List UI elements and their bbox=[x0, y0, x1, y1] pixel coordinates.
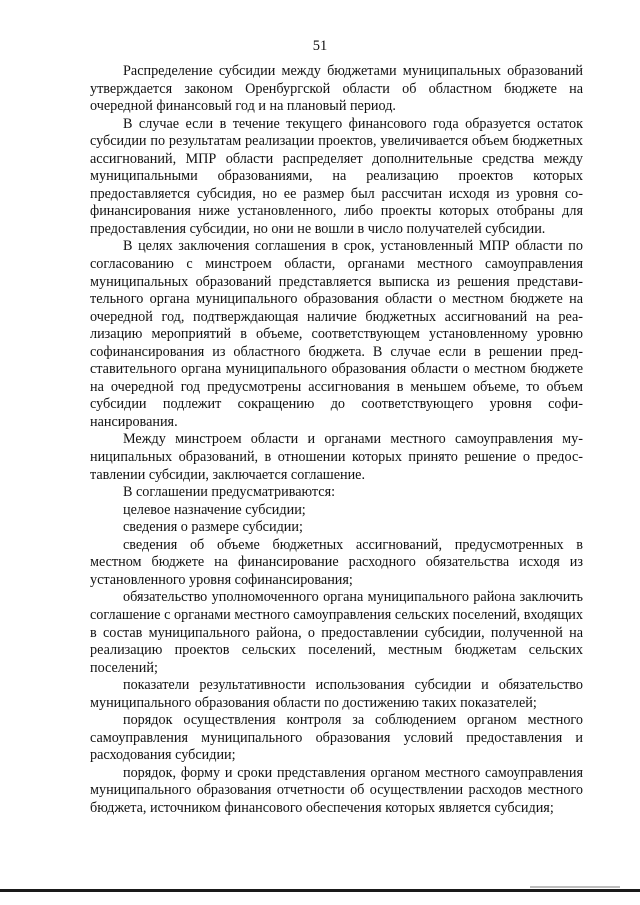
list-item-reporting-procedure: порядок, форму и сроки представления органом местного самоуправления муниципального образования отчетности об осуществлении расходов местного бюджета, источником финансового обеспечения которых является субсидия; bbox=[90, 764, 583, 816]
list-item-control-procedure: порядок осуществления контроля за соблюдением органом местного самоуправления муниципального образования условий предоставления и расходования субсидии; bbox=[90, 712, 583, 764]
paragraph-subsidy-distribution: Распределение субсидии между бюджетами муниципальных образований утверждается законом Оренбургской области об областном бюджете на очередной финансовый год и на плановый период. bbox=[90, 63, 583, 115]
list-item-purpose: целевое назначение субсидии; bbox=[123, 501, 306, 518]
paragraph-subsidy-balance: В случае если в течение текущего финансового года образуется остаток субсидии по результатам реализации проектов, увеличивается объем бюджетных ассигнований, МПР области распределяет дополнительные средства между муниципальными образованиями, на реализацию проектов которых предоставляется субсидия, но ее размер был рассчитан исходя из уровня софинансирования ниже установленного, либо проекты которых отобраны для предоставления субсидии, но они не вошли в число получателей субсидии. bbox=[90, 115, 583, 237]
document-body bbox=[90, 63, 583, 818]
list-item-amount: сведения о размере субсидии; bbox=[123, 519, 303, 536]
list-item-performance-indicators: показатели результативности использования субсидии и обязательство муниципального образования области по достижению таких показателей; bbox=[90, 677, 583, 711]
paragraph-agreement-provisions-intro: В соглашении предусматриваются: bbox=[123, 484, 336, 501]
page-bottom-rule-fade bbox=[530, 886, 620, 888]
paragraph-agreement-deadline: В целях заключения соглашения в срок, установленный МПР области по согласованию с минстроем области, органами местного самоуправления муниципальных образований представляется выписка из решения представительного органа муниципального образования области о местном бюджете на очередной год, подтверждающая наличие бюджетных ассигнований на реализацию мероприятий в объеме, соответствующем установленному уровню софинансирования из областного бюджета. В случае если в решении представительного органа муниципального образования области о местном бюджете на очередной год предусмотрены ассигнования в меньшем объеме, то объем субсидии подлежит сокращению до соответствующего уровня софинансирования. bbox=[90, 238, 583, 430]
list-item-budget-allocations: сведения об объеме бюджетных ассигнований, предусмотренных в местном бюджете на финансирование расходного обязательства исходя из установленного уровня софинансирования; bbox=[90, 536, 583, 588]
page-number: 51 bbox=[312, 38, 328, 54]
list-item-district-obligation: обязательство уполномоченного органа муниципального района заключить соглашение с органами местного самоуправления сельских поселений, входящих в состав муниципального района, о предоставлении субсидии, полученной на реализацию проектов сельских поселений, местным бюджетам сельских поселений; bbox=[90, 589, 583, 676]
page-bottom-rule bbox=[0, 889, 640, 892]
paragraph-agreement-conclusion: Между минстроем области и органами местного самоуправления муниципальных образований, в отношении которых принято решение о предоставлении субсидии, заключается соглашение. bbox=[90, 431, 583, 483]
